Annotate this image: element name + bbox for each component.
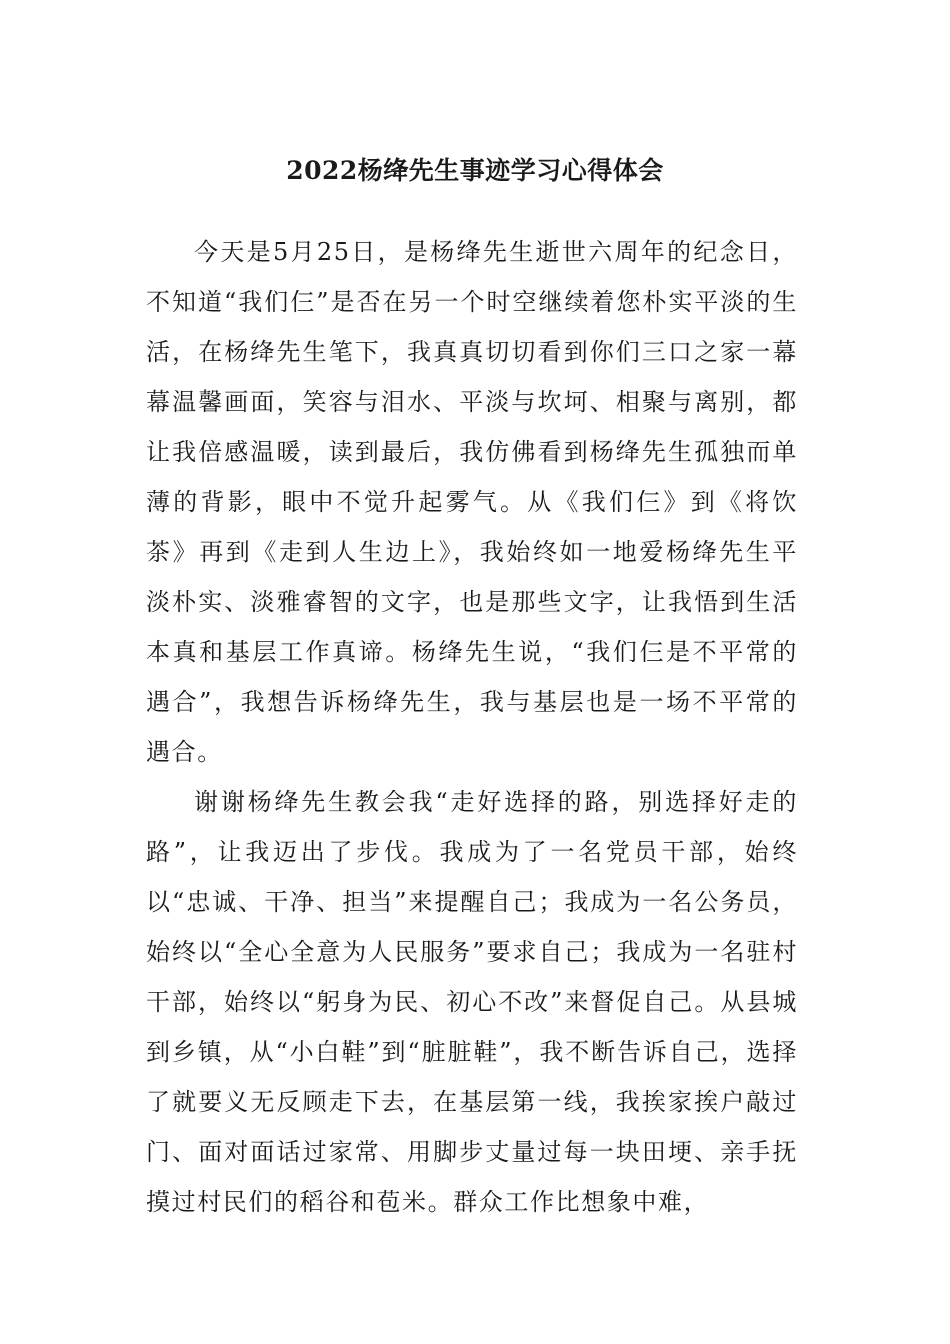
document-title: 2022杨绛先生事迹学习心得体会 xyxy=(286,155,664,185)
paragraph-2: 谢谢杨绛先生教会我“走好选择的路，别选择好走的路”，让我迈出了步伐。我成为了一名党员干部，始终以“忠诚、干净、担当”来提醒自己；我成为一名公务员，始终以“全心全意为人民服务”要求自己；我成为一名驻村干部，始终以“躬身为民、初心不改”来督促自己。从县城到乡镇，从“小白鞋”到“脏脏鞋”，我不断告诉自己，选择了就要义无反顾走下去，在基层第一线，我挨家挨户敲过门、面对面话过家常、用脚步丈量过每一块田埂、亲手抚摸过村民们的稻谷和苞米。群众工作比想象中难， xyxy=(146,788,798,1216)
paragraph-1: 今天是5月25日，是杨绛先生逝世六周年的纪念日，不知道“我们仨”是否在另一个时空继续着您朴实平淡的生活，在杨绛先生笔下，我真真切切看到你们三口之家一幕幕温馨画面，笑容与泪水、平淡与坎坷、相聚与离别，都让我倍感温暖，读到最后，我仿佛看到杨绛先生孤独而单薄的背影，眼中不觉升起雾气。从《我们仨》到《将饮茶》再到《走到人生边上》，我始终如一地爱杨绛先生平淡朴实、淡雅睿智的文字，也是那些文字，让我悟到生活本真和基层工作真谛。杨绛先生说，“我们仨是不平常的遇合”，我想告诉杨绛先生，我与基层也是一场不平常的遇合。 xyxy=(146,238,798,766)
document-body xyxy=(146,227,798,1227)
